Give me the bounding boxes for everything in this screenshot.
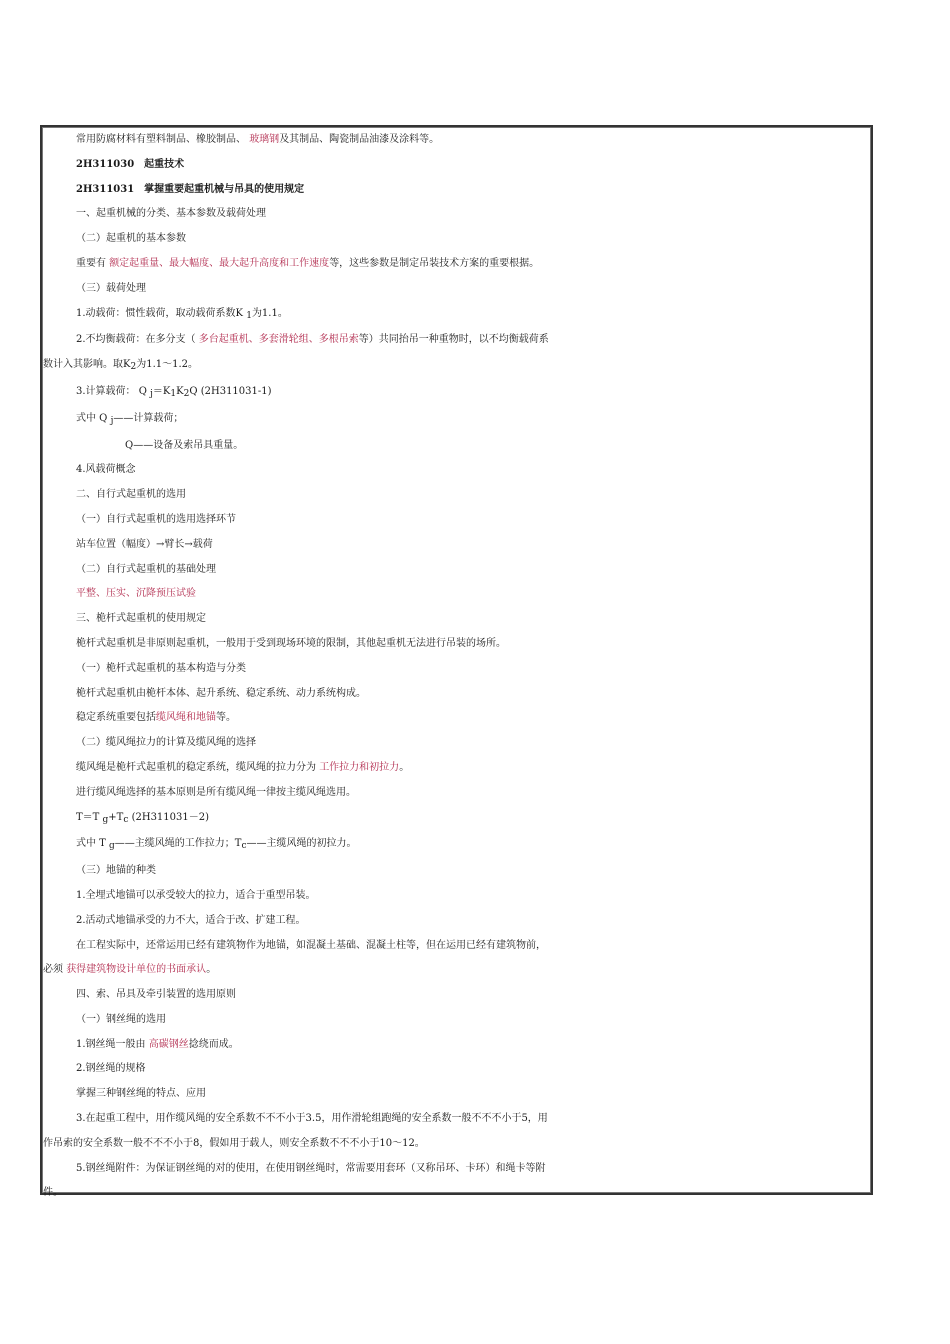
paragraph: 桅杆式起重机是非原则起重机，一般用于受到现场环境的限制，其他起重机无法进行吊装的场所。 bbox=[76, 637, 506, 649]
text: 。 bbox=[399, 761, 410, 773]
text: ——主缆风绳的工作拉力；T bbox=[114, 838, 242, 850]
list-item: 4.风载荷概念 bbox=[76, 464, 136, 476]
subscript: 1 bbox=[170, 388, 177, 399]
paragraph bbox=[43, 706, 870, 731]
formula-line bbox=[43, 806, 870, 833]
subscript: 2 bbox=[130, 362, 137, 373]
list-item bbox=[43, 302, 870, 329]
text: 等。 bbox=[216, 712, 236, 724]
paragraph: 掌握三种钢丝绳的特点、应用 bbox=[76, 1088, 206, 1100]
text: K bbox=[176, 385, 184, 397]
text: 式中 T bbox=[76, 838, 110, 850]
heading-2: （二）自行式起重机的基础处理 bbox=[76, 563, 216, 575]
subscript: c bbox=[241, 841, 247, 852]
text: 为1.1。 bbox=[251, 307, 288, 319]
paragraph-anticorrosion bbox=[43, 128, 870, 153]
heading-1: 三、桅杆式起重机的使用规定 bbox=[76, 613, 206, 625]
text: 等）共同抬吊一种重物时，以不均衡载荷系 bbox=[358, 334, 549, 346]
subscript: 1 bbox=[246, 310, 252, 321]
heading-2: （二）起重机的基本参数 bbox=[76, 233, 186, 245]
list-item: 1.全埋式地锚可以承受较大的拉力，适合于重型吊装。 bbox=[76, 889, 316, 901]
list-item-continuation bbox=[43, 353, 870, 380]
paragraph: 在工程实际中，还常运用已经有建筑物作为地锚，如混凝土基础、混凝土柱等，但在运用已经有建筑物前， bbox=[76, 939, 546, 951]
subscript: j bbox=[150, 388, 153, 399]
paragraph-continuation bbox=[43, 958, 870, 983]
highlight-text: 获得建筑物设计单位的书面承认 bbox=[66, 964, 207, 976]
paragraph: 进行缆风绳选择的基本原则是所有缆风绳一律按主缆风绳选用。 bbox=[76, 786, 356, 798]
subscript: g bbox=[102, 814, 109, 825]
text: ＝K bbox=[152, 385, 171, 397]
formula-line bbox=[43, 380, 870, 407]
text: 为1.1～1.2。 bbox=[136, 359, 199, 371]
text: 式中 Q bbox=[76, 412, 111, 424]
subsection-heading: 2H311031 掌握重要起重机械与吊具的使用规定 bbox=[76, 183, 305, 195]
list-item bbox=[43, 1033, 870, 1058]
text: 等，这些参数是制定吊装技术方案的重要根据。 bbox=[329, 257, 540, 269]
highlight-text: 工作拉力和初拉力 bbox=[319, 761, 400, 773]
text: 1.动载荷：惯性载荷，取动载荷系数K bbox=[76, 307, 247, 319]
subscript: 2 bbox=[183, 388, 190, 399]
text: 数计入其影响。取K bbox=[43, 359, 131, 371]
list-item: 3.在起重工程中，用作缆风绳的安全系数不不不小于3.5，用作滑轮组跑绳的安全系数一般不不不小于5，用 bbox=[76, 1113, 548, 1125]
list-item: 5.钢丝绳附件：为保证钢丝绳的对的使用，在使用钢丝绳时，常需要用套环（又称吊环、卡环）和绳卡等附 bbox=[76, 1162, 546, 1174]
text: 1.钢丝绳一般由 bbox=[76, 1038, 149, 1050]
paragraph: 桅杆式起重机由桅杆本体、起升系统、稳定系统、动力系统构成。 bbox=[76, 687, 366, 699]
highlight-text: 多台起重机、多套滑轮组、多根吊索 bbox=[198, 334, 359, 346]
text: ——计算载荷； bbox=[113, 412, 184, 424]
formula-legend bbox=[43, 832, 870, 859]
text: T＝T bbox=[76, 811, 103, 823]
heading-2: （一）桅杆式起重机的基本构造与分类 bbox=[76, 662, 246, 674]
text: 3.计算载荷： Q bbox=[76, 385, 151, 397]
formula-legend bbox=[43, 407, 870, 434]
heading-1: 四、索、吊具及牵引装置的选用原则 bbox=[76, 989, 236, 1001]
subscript: g bbox=[109, 841, 115, 852]
text: 缆风绳是桅杆式起重机的稳定系统，缆风绳的拉力分为 bbox=[76, 761, 320, 773]
highlight-text: 玻璃钢 bbox=[249, 134, 280, 145]
highlight-text: 缆风绳和地锚 bbox=[156, 712, 216, 724]
heading-2: （二）缆风绳拉力的计算及缆风绳的选择 bbox=[76, 737, 256, 749]
paragraph bbox=[43, 252, 870, 277]
document-body bbox=[43, 128, 870, 1206]
list-item-continuation: 件。 bbox=[43, 1187, 63, 1199]
list-item: 2.钢丝绳的规格 bbox=[76, 1063, 146, 1075]
text: Q (2H311031-1) bbox=[189, 385, 272, 397]
paragraph bbox=[43, 756, 870, 781]
subscript: c bbox=[123, 814, 129, 825]
text: 及其制品、陶瓷制品油漆及涂料等。 bbox=[279, 134, 440, 145]
text: 2.不均衡载荷：在多分支（ bbox=[76, 334, 199, 346]
text: 必须 bbox=[43, 964, 67, 976]
paragraph: 站车位置（幅度）→臂长→载荷 bbox=[76, 538, 213, 550]
text: (2H311031－2) bbox=[128, 811, 210, 823]
list-item-continuation: 作吊索的安全系数一般不不不小于8，假如用于载人，则安全系数不不不小于10～12。 bbox=[43, 1137, 425, 1149]
list-item: 2.活动式地锚承受的力不大，适合于改、扩建工程。 bbox=[76, 914, 306, 926]
section-heading: 2H311030 起重技术 bbox=[76, 158, 185, 170]
heading-2: （一）钢丝绳的选用 bbox=[76, 1013, 166, 1025]
text: 重要有 bbox=[76, 257, 110, 269]
text: +T bbox=[108, 811, 124, 823]
highlight-text: 高碳钢丝 bbox=[148, 1038, 189, 1050]
text: 常用防腐材料有塑料制品、橡胶制品、 bbox=[76, 134, 250, 145]
formula-legend: Q——设备及索吊具重量。 bbox=[125, 439, 244, 451]
heading-2: （一）自行式起重机的选用选择环节 bbox=[76, 513, 236, 525]
text: ——主缆风绳的初拉力。 bbox=[246, 838, 357, 850]
heading-1: 一、起重机械的分类、基本参数及载荷处理 bbox=[76, 208, 266, 220]
subscript: j bbox=[110, 415, 114, 426]
text: 稳定系统重要包括 bbox=[76, 712, 156, 724]
list-item bbox=[43, 328, 870, 353]
text: 捻绕而成。 bbox=[188, 1038, 239, 1050]
highlight-text: 额定起重量、最大幅度、最大起升高度和工作速度 bbox=[109, 257, 330, 269]
text: 。 bbox=[206, 964, 217, 976]
heading-2: （三）地锚的种类 bbox=[76, 865, 156, 877]
heading-1: 二、自行式起重机的选用 bbox=[76, 489, 186, 501]
heading-2: （三）载荷处理 bbox=[76, 282, 146, 294]
highlight-paragraph: 平整、压实、沉降预压试验 bbox=[76, 588, 196, 600]
